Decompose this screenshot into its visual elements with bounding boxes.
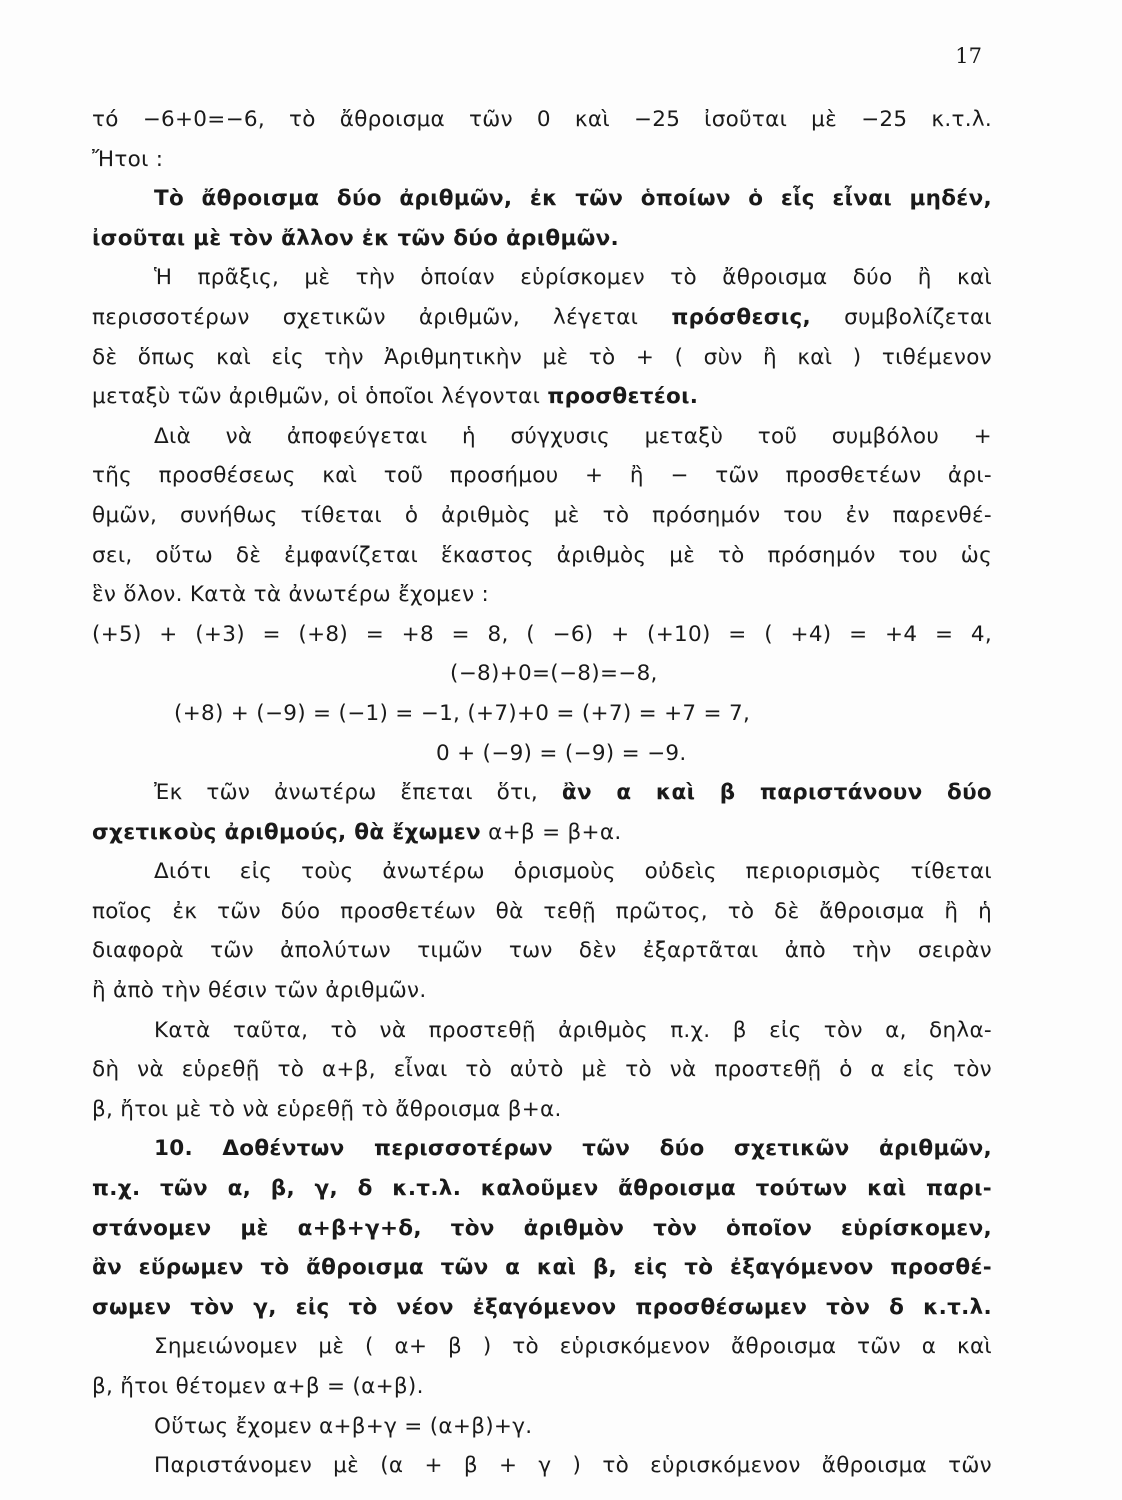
text-line [92,813,992,853]
text-line: Σημειώνομεν μὲ ( α+ β ) τὸ εὑρισκόμενον ἄθροισμα τῶν α καὶ [154,1334,992,1360]
text-line: Διότι εἰς τοὺς ἀνωτέρω ὁρισμοὺς οὐδεὶς περιορισμὸς τίθεται [154,859,992,885]
text-line: περισσοτέρων σχετικῶν ἀριθμῶν, λέγεται πρόσθεσις, συμβολίζεται [92,304,992,330]
text-line: ποῖος ἐκ τῶν δύο προσθετέων θὰ τεθῇ πρῶτος, τὸ δὲ ἄθροισμα ἢ ἡ [92,898,992,924]
text-line: β, ἤτοι θέτομεν α+β = (α+β). [92,1374,424,1399]
text-line: θμῶν, συνήθως τίθεται ὁ ἀριθμὸς μὲ τὸ πρόσημόν του ἐν παρενθέ- [92,502,992,528]
text-line: Ἐκ τῶν ἀνωτέρω ἔπεται ὅτι, ἂν α καὶ β παριστάνουν δύο [154,780,992,806]
equation-line: (+5) + (+3) = (+8) = +8 = 8, ( −6) + (+10) = ( +4) = +4 = 4, [92,621,992,647]
text-line: Κατὰ ταῦτα, τὸ νὰ προστεθῇ ἀριθμὸς π.χ. β εἰς τὸν α, δηλα- [154,1017,992,1043]
text-line: Ἡ πρᾶξις, μὲ τὴν ὁποίαν εὑρίσκομεν τὸ ἄθροισμα δύο ἢ καὶ [154,265,992,291]
text-line: Ἤτοι : [92,146,164,172]
page-body [92,100,992,1486]
text-line: β, ἤτοι μὲ τὸ νὰ εὑρεθῇ τὸ ἄθροισμα β+α. [92,1096,562,1122]
section-10-heading: 10. Δοθέντων περισσοτέρων τῶν δύο σχετικῶν ἀριθμῶν, [154,1136,992,1162]
definition-line: στάνομεν μὲ α+β+γ+δ, τὸν ἀριθμὸν τὸν ὁποῖον εὑρίσκομεν, [92,1215,992,1241]
equation-line: (−8)+0=(−8)=−8, [450,661,658,687]
equation-line: 0 + (−9) = (−9) = −9. [436,740,687,766]
commutative-rule: σχετικοὺς ἀριθμούς, θὰ ἔχωμεν [92,819,481,845]
definition-line: π.χ. τῶν α, β, γ, δ κ.τ.λ. καλοῦμεν ἄθροισμα τούτων καὶ παρι- [92,1176,992,1202]
definition-line: ἂν εὕρωμεν τὸ ἄθροισμα τῶν α καὶ β, εἰς τὸ ἐξαγόμενον προσθέ- [92,1255,992,1281]
text-line: δὲ ὅπως καὶ εἰς τὴν Ἀριθμητικὴν μὲ τὸ + ( σὺν ἢ καὶ ) τιθέμενον [92,344,992,370]
text-line: Παριστάνομεν μὲ (α + β + γ ) τὸ εὑρισκόμενον ἄθροισμα τῶν [154,1453,992,1479]
text-line: Οὕτως ἔχομεν α+β+γ = (α+β)+γ. [154,1413,533,1439]
rule-statement: ἰσοῦται μὲ τὸν ἄλλον ἐκ τῶν δύο ἀριθμῶν. [92,225,619,251]
text-line: ἓν ὅλον. Κατὰ τὰ ἀνωτέρω ἔχομεν : [92,582,490,608]
page-number: 17 [955,44,982,68]
rule-statement: Τὸ ἄθροισμα δύο ἀριθμῶν, ἐκ τῶν ὁποίων ὁ εἷς εἶναι μηδέν, [154,186,992,212]
definition-line: σωμεν τὸν γ, εἰς τὸ νέον ἐξαγόμενον προσθέσωμεν τὸν δ κ.τ.λ. [92,1294,992,1320]
equation-line: (+8) + (−9) = (−1) = −1, (+7)+0 = (+7) = +7 = 7, [174,700,751,726]
text-line: δὴ νὰ εὑρεθῇ τὸ α+β, εἶναι τὸ αὐτὸ μὲ τὸ νὰ προστεθῇ ὁ α εἰς τὸν [92,1057,992,1083]
text-line: τό −6+0=−6, τὸ ἄθροισμα τῶν 0 καὶ −25 ἰσοῦται μὲ −25 κ.τ.λ. [92,107,992,132]
text-line: ἢ ἀπὸ τὴν θέσιν τῶν ἀριθμῶν. [92,978,427,1004]
text-line: τῆς προσθέσεως καὶ τοῦ προσήμου + ἢ − τῶν προσθετέων ἀρι- [92,463,992,489]
text-line: σει, οὕτω δὲ ἐμφανίζεται ἕκαστος ἀριθμὸς μὲ τὸ πρόσημόν του ὡς [92,542,992,568]
term-addition: πρόσθεσις, [671,304,811,330]
commutative-rule: ἂν α καὶ β παριστάνουν δύο [561,780,992,806]
text-line: Διὰ νὰ ἀποφεύγεται ἡ σύγχυσις μεταξὺ τοῦ συμβόλου + [154,423,992,449]
text-line: μεταξὺ τῶν ἀριθμῶν, οἱ ὁποῖοι λέγονται προσθετέοι. [92,384,699,410]
commutative-formula: α+β = β+α. [488,819,622,845]
text-line: διαφορὰ τῶν ἀπολύτων τιμῶν των δὲν ἐξαρτᾶται ἀπὸ τὴν σειρὰν [92,938,992,964]
term-addends: προσθετέοι. [547,384,699,410]
